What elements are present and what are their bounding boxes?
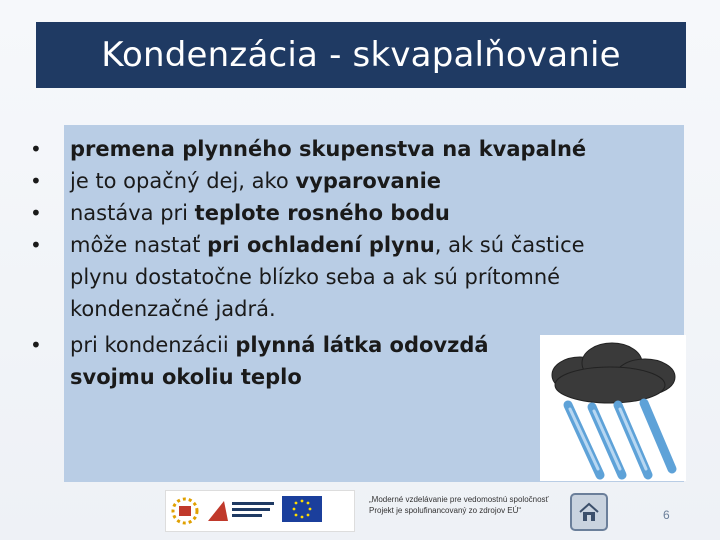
rain-cloud-icon (540, 335, 686, 481)
bullet-text-part: pri kondenzácii (70, 333, 236, 357)
bullet-text (70, 201, 450, 225)
slide-title: Kondenzácia - skvapalňovanie (101, 35, 621, 75)
home-button[interactable] (570, 493, 608, 531)
bullet-text-bold: plynná látka odovzdá svojmu okoliu teplo (70, 333, 489, 389)
bullet-text (70, 137, 586, 161)
bullet-item (30, 329, 550, 393)
eu-flag-icon (282, 496, 322, 526)
bullet-text-part: môže nastať (70, 233, 208, 257)
bullet-item (30, 197, 670, 229)
title-bar (36, 22, 686, 88)
bullet-text-bold: teplote rosného bodu (194, 201, 450, 225)
bullet-text-part: , ak sú častice plynu dostatočne blízko seba a ak sú prítomné kondenzačné jadrá. (70, 233, 585, 321)
logo-emblem-icon (170, 496, 200, 526)
bullet-text (70, 169, 441, 193)
bullet-text-bold: premena plynného skupenstva na kvapalné (70, 137, 587, 161)
bullet-text-part: je to opačný dej, ako (70, 169, 296, 193)
footer-line: Projekt je spolufinancovaný zo zdrojov EÚ“ (369, 506, 522, 515)
bullet-item (30, 133, 670, 165)
footer-text (369, 494, 569, 516)
bullet-dot: • (30, 333, 42, 357)
footer-line: „Moderné vzdelávanie pre vedomostnú spoločnosť (369, 495, 549, 504)
bullet-text-part: nastáva pri (70, 201, 195, 225)
footer-bar (165, 490, 695, 534)
page-number: 6 (663, 508, 670, 522)
bullet-text-bold: pri ochladení plynu (207, 233, 435, 257)
bullet-dot: • (30, 233, 42, 257)
bullet-dot: • (30, 169, 42, 193)
bullet-text (70, 233, 585, 321)
bullet-dot: • (30, 137, 42, 161)
bullet-item (30, 165, 670, 197)
home-icon (578, 501, 600, 523)
bullet-dot: • (30, 201, 42, 225)
bullet-item (30, 229, 630, 325)
logo-strip (165, 490, 355, 532)
bullet-text-bold: vyparovanie (295, 169, 442, 193)
bullet-text (70, 333, 489, 389)
agency-logo-icon (206, 496, 276, 526)
